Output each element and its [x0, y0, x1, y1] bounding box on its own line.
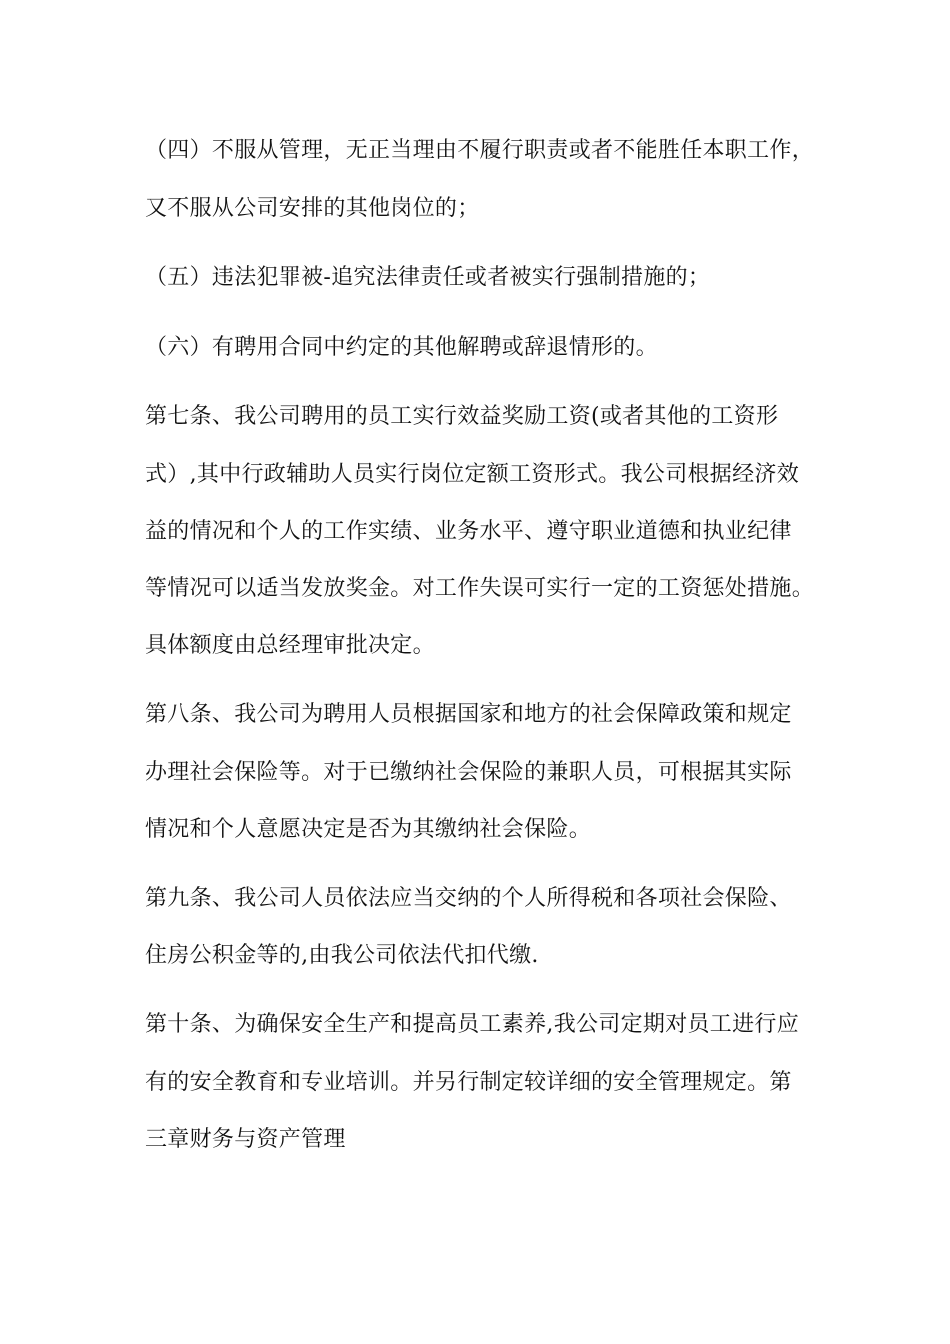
text-line: 三章财务与资产管理: [145, 1127, 346, 1152]
text-line: 住房公积金等的,由我公司依法代扣代缴.: [145, 943, 539, 968]
text-line: 第十条、为确保安全生产和提高员工素养,我公司定期对员工进行应: [145, 1012, 799, 1037]
text-line: （四）不服从管理，无正当理由不履行职责或者不能胜任本职工作，: [145, 138, 815, 163]
text-line: 式）,其中行政辅助人员实行岗位定额工资形式。我公司根据经济效: [145, 462, 799, 487]
text-line: 第八条、我公司为聘用人员根据国家和地方的社会保障政策和规定: [145, 702, 792, 727]
text-line: 又不服从公司安排的其他岗位的；: [145, 196, 480, 221]
text-line: 第九条、我公司人员依法应当交纳的个人所得税和各项社会保险、: [145, 886, 792, 911]
text-line: 有的安全教育和专业培训。并另行制定较详细的安全管理规定。第: [145, 1070, 792, 1095]
text-line: 办理社会保险等。对于已缴纳社会保险的兼职人员，可根据其实际: [145, 760, 792, 785]
text-line: 具体额度由总经理审批决定。: [145, 633, 435, 658]
text-line: 第七条、我公司聘用的员工实行效益奖励工资(或者其他的工资形: [145, 404, 779, 429]
text-line: （五）违法犯罪被-追究法律责任或者被实行强制措施的；: [145, 265, 711, 290]
text-line: 情况和个人意愿决定是否为其缴纳社会保险。: [145, 817, 592, 842]
text-line: 益的情况和个人的工作实绩、业务水平、遵守职业道德和执业纪律: [145, 519, 792, 544]
text-line: 等情况可以适当发放奖金。对工作失误可实行一定的工资惩处措施。: [145, 576, 815, 601]
text-line: （六）有聘用合同中约定的其他解聘或辞退情形的。: [145, 335, 658, 360]
